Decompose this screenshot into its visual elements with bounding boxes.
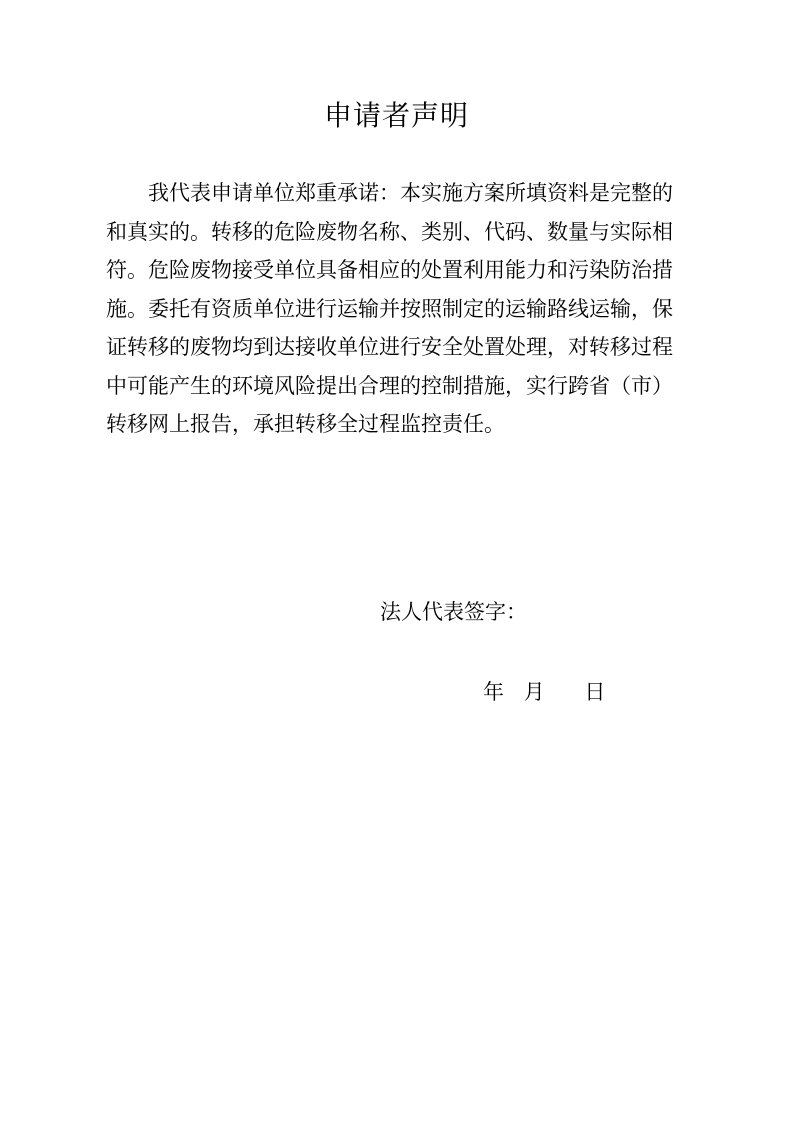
date-day-label: 日 <box>584 680 606 704</box>
paragraph-line: 施。委托有资质单位进行运输并按照制定的运输路线运输，保 <box>106 296 673 321</box>
paragraph-line: 和真实的。转移的危险废物名称、类别、代码、数量与实际相 <box>106 219 673 244</box>
paragraph-line: 证转移的废物均到达接收单位进行安全处置处理，对转移过程 <box>106 335 673 359</box>
signature-label: 法人代表签字： <box>380 600 527 624</box>
date-month-label: 月 <box>523 680 545 704</box>
paragraph-line: 中可能产生的环境风险提出合理的控制措施，实行跨省（市） <box>106 373 673 398</box>
date-year-label: 年 <box>483 680 504 704</box>
paragraph-line: 转移网上报告，承担转移全过程监控责任。 <box>106 412 505 436</box>
declaration-paragraph <box>106 174 696 444</box>
paragraph-line: 我代表申请单位郑重承诺：本实施方案所填资料是完整的 <box>106 181 673 205</box>
paragraph-line: 符。危险废物接受单位具备相应的处置利用能力和污染防治措 <box>106 258 673 282</box>
page-title: 申请者声明 <box>323 99 469 132</box>
date-line <box>483 676 614 708</box>
